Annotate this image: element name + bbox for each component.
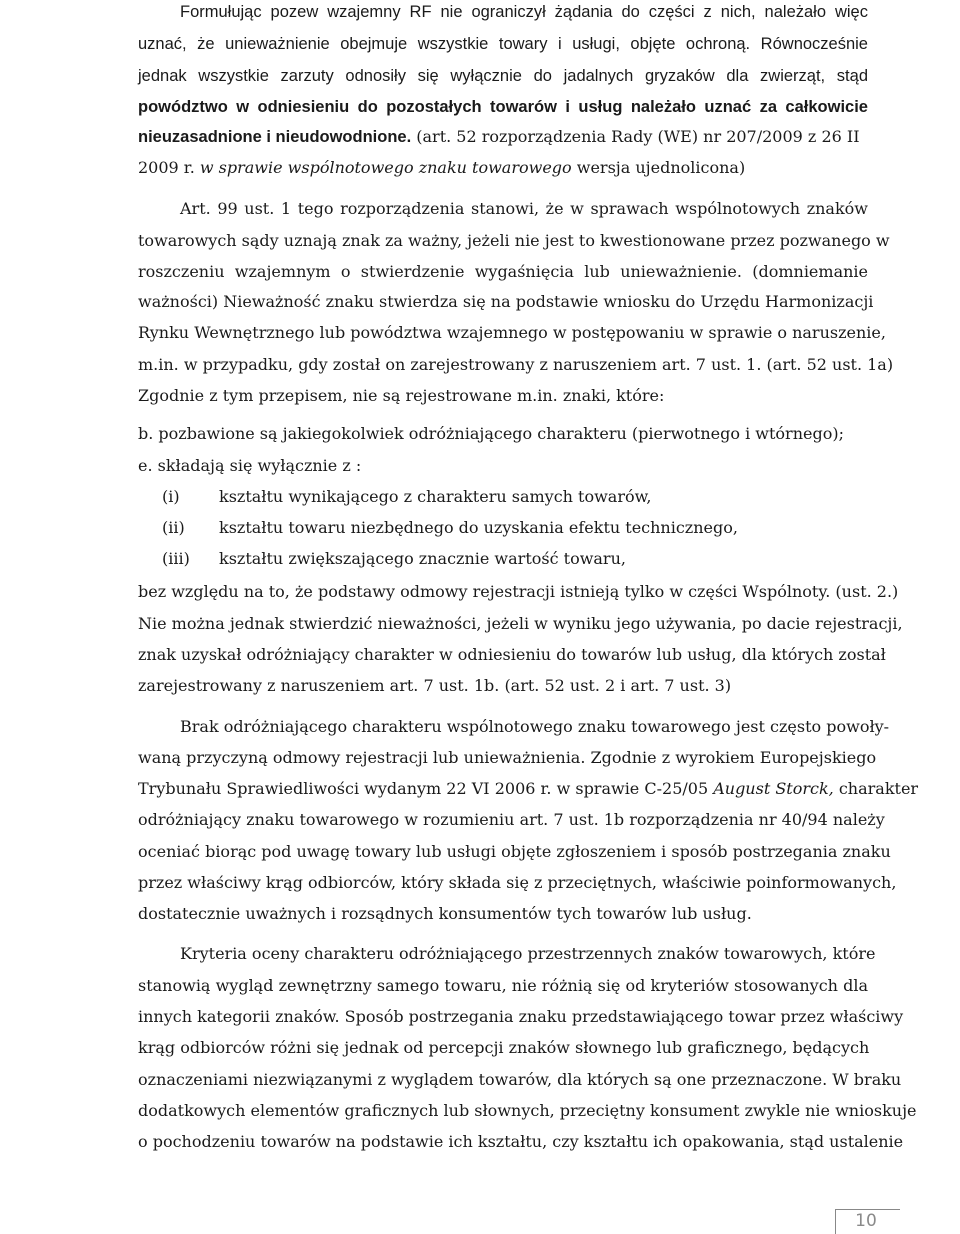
- paragraph-line: towarowych sądy uznają znak za ważny, jeżeli nie jest to kwestionowane przez pozwanego w: [138, 231, 890, 250]
- list-item-text: kształtu wynikającego z charakteru samych towarów,: [219, 487, 652, 506]
- paragraph-line: Brak odróżniającego charakteru wspólnotowego znaku towarowego jest często powoły-: [180, 717, 890, 736]
- citation-text: (art. 52 rozporządzenia Rady (WE) nr 207/2009 z 26 II: [411, 127, 860, 146]
- citation-text: Trybunału Sprawiedliwości wydanym 22 VI 2006 r. w sprawie C-25/05: [138, 779, 714, 798]
- paragraph-line: oceniać biorąc pod uwagę towary lub usługi objęte zgłoszeniem i sposób postrzegania znaku: [138, 842, 891, 861]
- paragraph-line: ważności) Nieważność znaku stwierdza się na podstawie wniosku do Urzędu Harmonizacji: [138, 292, 874, 311]
- paragraph-line: odróżniający znaku towarowego w rozumieniu art. 7 ust. 1b rozporządzenia nr 40/94 należy: [138, 810, 885, 829]
- paragraph-line-bold: powództwo w odniesieniu do pozostałych towarów i usług należało uznać za całkowicie: [138, 98, 868, 116]
- list-item-text: kształtu towaru niezbędnego do uzyskania efektu technicznego,: [219, 518, 738, 537]
- paragraph-line: m.in. w przypadku, gdy został on zarejestrowany z naruszeniem art. 7 ust. 1. (art. 52 ust. 1a): [138, 355, 894, 374]
- list-item: e. składają się wyłącznie z :: [138, 456, 362, 475]
- paragraph-line: o pochodzeniu towarów na podstawie ich kształtu, czy kształtu ich opakowania, stąd ustalenie: [138, 1132, 904, 1151]
- paragraph-line: Kryteria oceny charakteru odróżniającego przestrzennych znaków towarowych, które: [180, 944, 876, 963]
- citation-text: 2009 r.: [138, 158, 200, 177]
- citation-text: wersja ujednolicona): [571, 158, 746, 177]
- paragraph-line: uznać, że unieważnienie obejmuje wszystkie towary i usługi, objęte ochroną. Równocześnie: [138, 35, 868, 53]
- paragraph-line: stanowią wygląd zewnętrzny samego towaru, nie różnią się od kryteriów stosowanych dla: [138, 976, 868, 995]
- paragraph-line: zarejestrowany z naruszeniem art. 7 ust. 1b. (art. 52 ust. 2 i art. 7 ust. 3): [138, 676, 732, 695]
- paragraph-line: roszczeniu wzajemnym o stwierdzenie wygaśnięcia lub unieważnienie. (domniemanie: [138, 262, 868, 281]
- list-item-number: (iii): [162, 549, 190, 568]
- list-item-number: (ii): [162, 518, 185, 537]
- paragraph-line: Formułując pozew wzajemny RF nie ograniczył żądania do części z nich, należało więc: [180, 3, 868, 21]
- paragraph-line: znak uzyskał odróżniający charakter w odniesieniu do towarów lub usług, dla których został: [138, 645, 886, 664]
- list-item: b. pozbawione są jakiegokolwiek odróżniającego charakteru (pierwotnego i wtórnego);: [138, 424, 844, 443]
- paragraph-line: bez względu na to, że podstawy odmowy rejestracji istnieją tylko w części Wspólnoty. (ust. 2.): [138, 582, 899, 601]
- paragraph-line: dostatecznie uważnych i rozsądnych konsumentów tych towarów lub usług.: [138, 904, 752, 923]
- paragraph-line: [138, 779, 919, 799]
- paragraph-line: [138, 127, 868, 147]
- paragraph-line: jednak wszystkie zarzuty odnosiły się wyłącznie do jadalnych gryzaków dla zwierząt, stąd: [138, 67, 868, 85]
- paragraph-line: innych kategorii znaków. Sposób postrzegania znaku przedstawiającego towar przez właściwy: [138, 1007, 904, 1026]
- paragraph-line: przez właściwy krąg odbiorców, który składa się z przeciętnych, właściwie poinformowanych,: [138, 873, 897, 892]
- paragraph-line: dodatkowych elementów graficznych lub słownych, przeciętny konsument zwykle nie wnioskuje: [138, 1101, 917, 1120]
- paragraph-line: waną przyczyną odmowy rejestracji lub unieważnienia. Zgodnie z wyrokiem Europejskiego: [138, 748, 877, 767]
- list-item-number: (i): [162, 487, 180, 506]
- paragraph-line: krąg odbiorców różni się jednak od percepcji znaków słownego lub graficznego, będących: [138, 1038, 870, 1057]
- paragraph-line: oznaczeniami niezwiązanymi z wyglądem towarów, dla których są one przeznaczone. W braku: [138, 1070, 902, 1089]
- case-name: August Storck,: [713, 779, 834, 798]
- list-item-text: kształtu zwiększającego znacznie wartość towaru,: [219, 549, 626, 568]
- paragraph-line: [138, 158, 868, 178]
- paragraph-line: Art. 99 ust. 1 tego rozporządzenia stanowi, że w sprawach wspólnotowych znaków: [180, 199, 868, 218]
- regulation-title: w sprawie wspólnotowego znaku towarowego: [199, 158, 572, 177]
- citation-text: charakter: [833, 779, 919, 798]
- paragraph-line: Rynku Wewnętrznego lub powództwa wzajemnego w postępowaniu w sprawie o naruszenie,: [138, 323, 886, 342]
- paragraph-line: Zgodnie z tym przepisem, nie są rejestrowane m.in. znaki, które:: [138, 386, 665, 405]
- bold-conclusion: nieuzasadnione i nieudowodnione.: [138, 128, 412, 146]
- paragraph-line: Nie można jednak stwierdzić nieważności, jeżeli w wyniku jego używania, po dacie rejestracji,: [138, 614, 903, 633]
- page-number: 10: [855, 1211, 877, 1231]
